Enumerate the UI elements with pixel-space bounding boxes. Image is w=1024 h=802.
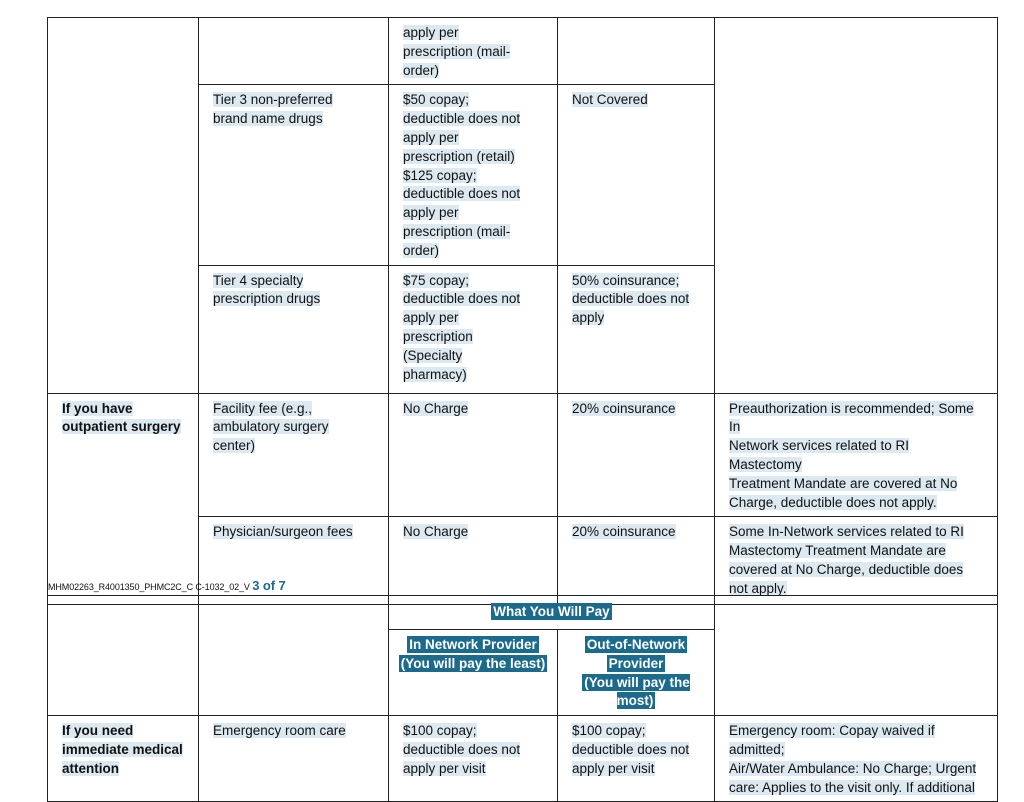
cell-text-line: prescription drugs <box>213 291 321 307</box>
in-network-cell <box>389 716 558 802</box>
benefits-table-bottom <box>47 595 998 802</box>
cell-text-line: covered at No Charge, deductible does <box>729 561 964 577</box>
cell-text-line: $75 copay; <box>403 272 470 288</box>
cell-text-line: prescription <box>403 328 473 344</box>
limitations-cell <box>715 517 998 605</box>
cell-text-line: deductible does not <box>403 186 521 202</box>
cell-text-line: (Specialty <box>403 347 463 363</box>
cell-text-line: (You will pay the least) <box>400 655 546 671</box>
cell-text-line: center) <box>213 438 256 454</box>
page-number: 3 of 7 <box>252 578 286 593</box>
cell-text-line: Some In-Network services related to RI <box>729 524 964 540</box>
service-cell <box>199 716 389 802</box>
cell-text-line: apply per visit <box>403 760 486 776</box>
cell-text-line: 50% coinsurance; <box>572 272 680 288</box>
cell-text-line: deductible does not <box>403 741 521 757</box>
cell-text-line: No Charge <box>403 400 469 416</box>
cell-text-line: If you have <box>62 400 133 416</box>
service-cell <box>199 85 389 265</box>
cell-text-line: $100 copay; <box>572 723 646 739</box>
cell-text-line: Tier 3 non-preferred <box>213 92 333 108</box>
out-network-header <box>558 630 715 716</box>
limitations-cell <box>715 393 998 517</box>
cell-text-line: 20% coinsurance <box>572 524 676 540</box>
cell-text-line: Charge, deductible does not apply. <box>729 494 937 510</box>
cell-text-line: prescription (mail-order) <box>403 43 511 78</box>
cell-text-line: apply per <box>403 25 459 40</box>
in-network-cell <box>389 393 558 517</box>
cell-text-line: In Network Provider <box>409 637 537 652</box>
cell-text-line: Treatment Mandate are covered at No <box>729 475 958 491</box>
table-row <box>48 393 998 517</box>
cell-text-line: attention <box>62 760 119 776</box>
cell-text-line: Preauthorization is recommended; Some In <box>729 400 974 435</box>
cell-text-line: deductible does not <box>572 741 690 757</box>
cell-text-line: Facility fee (e.g., <box>213 400 313 416</box>
cell-text-line: (You will pay the most) <box>584 674 690 709</box>
cell-text-line: $50 copay; <box>403 92 470 108</box>
cell-text-line: apply per visit <box>572 760 655 776</box>
table-row <box>48 18 998 85</box>
cell-text-line: immediate medical <box>62 741 183 757</box>
cell-text-line: care: Applies to the visit only. If additional <box>729 779 975 795</box>
service-cell <box>199 393 389 517</box>
page-footer <box>48 578 286 593</box>
what-you-will-pay-label: What You Will Pay <box>493 604 610 619</box>
header-empty-cell <box>715 596 998 716</box>
cell-text-line: deductible does not <box>403 111 521 127</box>
header-empty-cell <box>199 596 389 716</box>
cell-text-line: Network services related to RI Mastectomy <box>729 438 910 472</box>
in-network-cell <box>389 85 558 265</box>
out-network-cell <box>558 85 715 265</box>
category-cell <box>48 716 199 802</box>
header-row <box>48 596 998 630</box>
cell-text-line: Emergency room: Copay waived if admitted; <box>729 723 935 757</box>
cell-text-line: apply per <box>403 129 459 145</box>
cell-text-line: If you need <box>62 723 134 739</box>
out-network-cell <box>558 716 715 802</box>
cell-text-line: deductible does not <box>403 291 521 307</box>
in-network-cell <box>389 517 558 605</box>
service-cell-empty <box>199 18 389 85</box>
cell-text-line: prescription (mail-order) <box>403 223 511 258</box>
cell-text-line: apply per <box>403 310 459 326</box>
cell-text-line: Not Covered <box>572 92 648 108</box>
cell-text-line: Mastectomy Treatment Mandate are <box>729 543 946 559</box>
cell-text-line: deductible does not <box>572 291 690 307</box>
document-code: MHM02263_R4001350_PHMC2C_C C-1032_02_V <box>48 582 250 592</box>
cell-text-line: Out-of-Network <box>586 637 686 652</box>
out-network-cell <box>558 517 715 605</box>
header-empty-cell <box>48 596 199 716</box>
table-row <box>48 716 998 802</box>
out-network-cell <box>558 393 715 517</box>
cell-text-line: Emergency room care <box>213 723 346 739</box>
cell-text-line: Air/Water Ambulance: No Charge; Urgent <box>729 760 977 776</box>
category-cell <box>48 393 199 605</box>
in-network-cell <box>389 265 558 393</box>
cell-text-line: outpatient surgery <box>62 419 181 435</box>
cell-text-line: Tier 4 specialty <box>213 272 304 288</box>
cell-text-line: No Charge <box>403 524 469 540</box>
cell-text-line: prescription (retail) <box>403 148 515 164</box>
cell-text-line: Provider <box>608 655 664 671</box>
cell-text-line: ambulatory surgery <box>213 419 329 435</box>
cell-text-line: Physician/surgeon fees <box>213 524 353 540</box>
in-network-header <box>389 630 558 716</box>
cell-text-line: $125 copay; <box>403 167 477 183</box>
cell-text-line: pharmacy) <box>403 366 467 382</box>
cell-text-line: apply per <box>403 205 459 221</box>
in-network-cell <box>389 18 558 85</box>
cell-text-line: apply <box>572 310 605 326</box>
cell-text-line: not apply. <box>729 580 787 596</box>
what-you-will-pay-header <box>389 596 715 630</box>
limitations-cell-empty <box>715 18 998 394</box>
cell-text-line: brand name drugs <box>213 111 323 127</box>
cell-text-line: 20% coinsurance <box>572 400 676 416</box>
cell-text-line: $100 copay; <box>403 723 477 739</box>
limitations-cell <box>715 716 998 802</box>
out-network-cell-empty <box>558 18 715 85</box>
category-cell-empty <box>48 18 199 394</box>
out-network-cell <box>558 265 715 393</box>
service-cell <box>199 265 389 393</box>
benefits-table-top <box>47 17 998 605</box>
